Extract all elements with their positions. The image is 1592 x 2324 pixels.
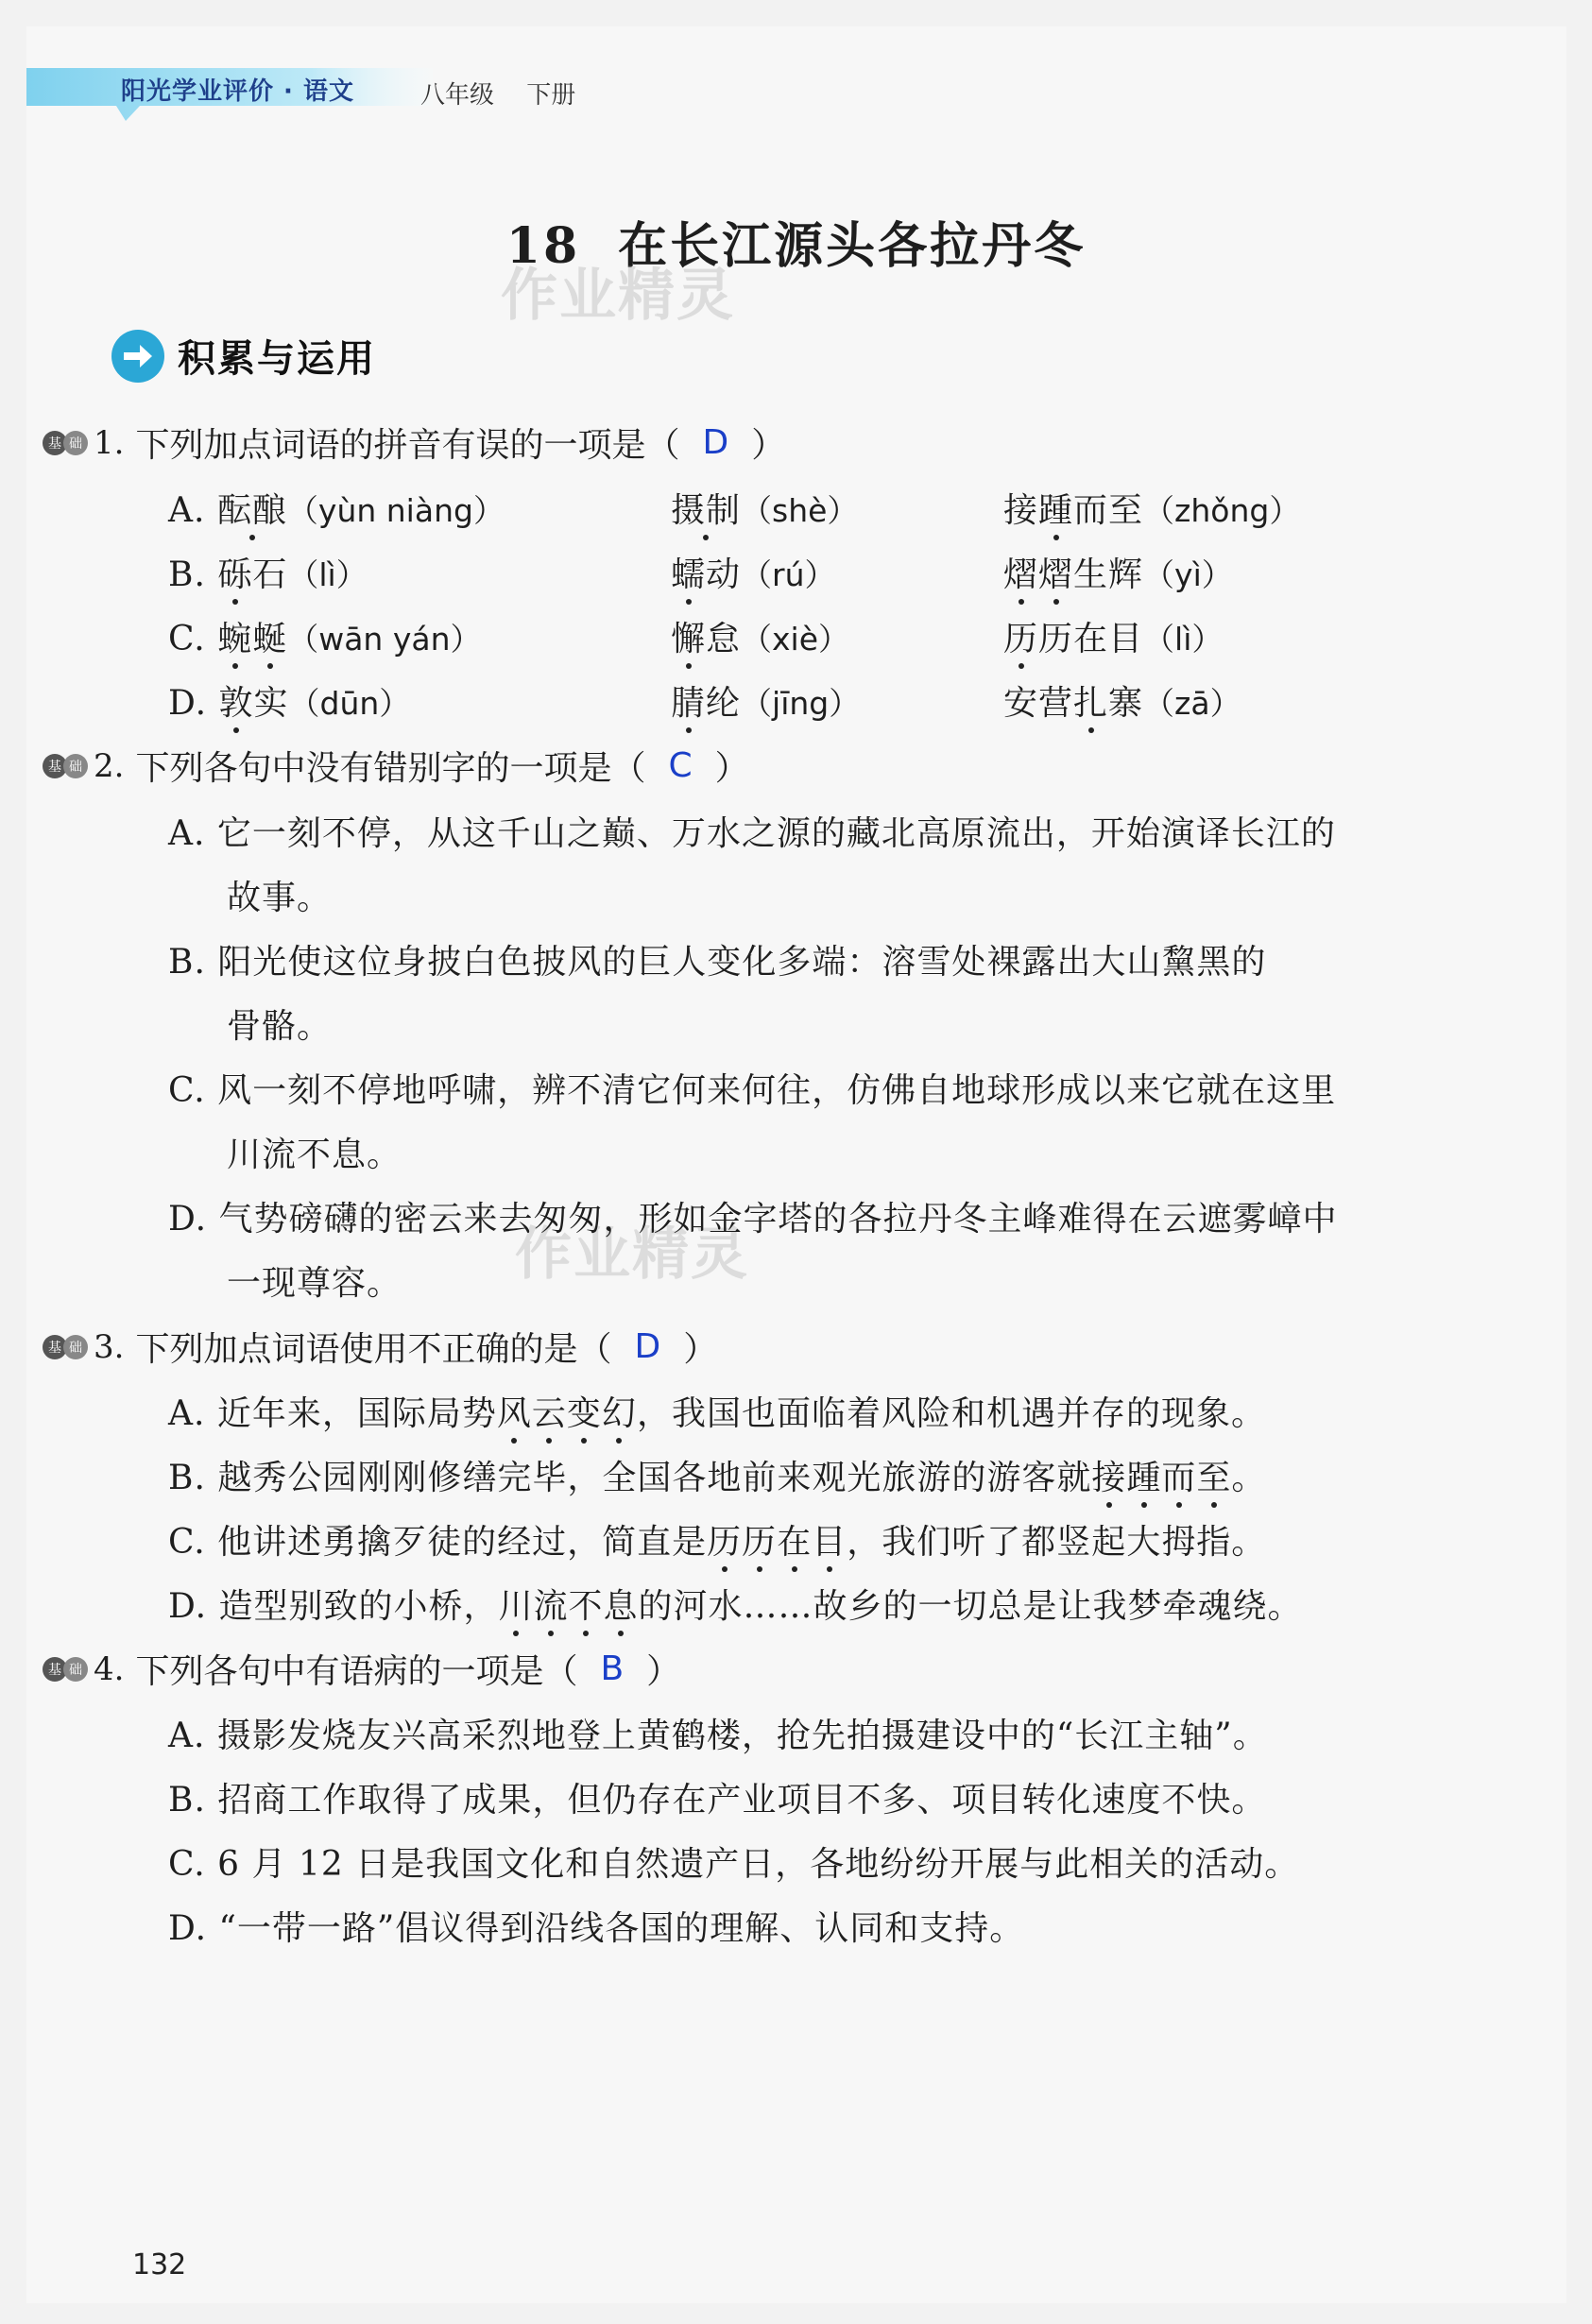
q4-option-c: C. 6 月 12 日是我国文化和自然遗产日，各地纷纷开展与此相关的活动。 [168,1845,1300,1884]
watermark-top: 作业精灵 [501,263,735,329]
q2-option-b: B. 阳光使这位身披白色披风的巨人变化多端：溶雪处裸露出大山黧黑的 [168,943,1267,982]
basic-badge-icon: 基 础 [43,1657,84,1682]
grade-label: 八年级 [420,81,495,110]
basic-badge-icon: 基 础 [43,754,84,778]
answer: D [634,1327,661,1366]
option-text: B. 越秀公园刚刚修缮完毕，全国各地前来观光旅游的游客就 [168,1459,1092,1497]
question-4 [43,1645,680,1693]
q3-option-b [168,1451,1266,1499]
question-3 [43,1323,717,1371]
question-number: 3. [94,1327,125,1366]
watermark-middle: 作业精灵 [515,1222,749,1288]
option-pinyin: （rú） [741,556,836,593]
answer: B [600,1649,625,1688]
option-pinyin: （shè） [741,492,859,529]
option-text: ，我们听了都竖起大拇指。 [847,1523,1267,1562]
option-pinyin: （jīng） [741,685,861,722]
q2-option-a: A. 它一刻不停，从这千山之巅、万水之源的藏北高原流出，开始演译长江的 [168,814,1336,853]
q3-option-d [168,1580,1303,1628]
option-pinyin: （zhǒng） [1143,492,1301,529]
question-number: 4. [94,1649,125,1688]
q4-option-b: B. 招商工作取得了成果，但仍存在产业项目不多、项目转化速度不快。 [168,1781,1267,1820]
stem-close: ） [714,749,749,788]
option-word: 懈怠 [671,620,741,658]
option-text: A. 近年来，国际局势 [168,1394,497,1433]
q2-option-d-cont: 一现尊容。 [227,1264,402,1303]
option-word: 蜿蜒 [217,620,287,658]
volume-label: 下册 [526,81,576,110]
q2-option-d: D. 气势磅礴的密云来去匆匆，形如金字塔的各拉丹冬主峰难得在云遮雾嶂中 [168,1200,1338,1239]
dotted-phrase: 历历在目 [707,1523,847,1562]
q1-option-b-2 [671,548,836,596]
q1-option-c [168,612,482,660]
option-word: 蠕动 [671,555,741,594]
basic-badge-icon: 基 础 [43,1335,84,1359]
q3-option-c [168,1515,1266,1564]
dotted-phrase: 风云变幻 [497,1394,637,1433]
stem-close: ） [683,1330,718,1369]
answer: C [668,746,693,785]
header-banner [26,64,433,111]
option-word: 历历在目 [1003,620,1143,658]
q2-option-b-cont: 骨骼。 [227,1007,333,1046]
option-text: C. 他讲述勇擒歹徒的经过，简直是 [168,1523,708,1562]
question-1 [43,419,785,467]
option-letter: D. [168,684,208,723]
option-pinyin: （xiè） [741,621,850,658]
q1-option-c-3 [1003,612,1223,660]
option-word: 砾石 [217,555,287,594]
q2-option-a-cont: 故事。 [227,879,333,917]
q1-option-a-3 [1003,484,1300,532]
option-word: 腈纶 [671,684,741,723]
option-word: 摄制 [671,484,741,532]
dotted-phrase: 接踵而至 [1091,1459,1231,1497]
q1-option-b [168,548,368,596]
q1-option-d [168,676,410,725]
option-word: 敦实 [218,684,288,723]
option-text: ，我国也面临着风险和机遇并存的现象。 [636,1394,1266,1433]
q1-option-a-2 [671,484,858,532]
option-text: D. 造型别致的小桥， [168,1587,499,1626]
q4-option-d: D. “一带一路”倡议得到沿线各国的理解、认同和支持。 [168,1909,1025,1948]
stem-close: ） [751,426,786,465]
q1-option-d-3 [1003,676,1241,725]
section-title: 积累与运用 [178,337,376,381]
arrow-right-icon [111,330,164,383]
option-word: 酝酿 [217,484,287,532]
lesson-title [0,206,1592,277]
dotted-phrase: 川流不息 [498,1587,638,1626]
section-header [111,329,376,383]
answer: D [702,423,729,462]
question-stem: 下列各句中有语病的一项是（ [135,1652,578,1691]
stem-close: ） [646,1652,681,1691]
option-letter: C. [168,620,206,658]
question-stem: 下列加点词语的拼音有误的一项是（ [135,426,680,465]
option-pinyin: （dūn） [288,685,411,722]
question-stem: 下列加点词语使用不正确的是（ [135,1330,612,1369]
question-number: 1. [94,423,125,462]
option-text: 的河水……故乡的一切总是让我梦牵魂绕。 [638,1587,1303,1626]
option-pinyin: （yùn niàng） [286,492,505,529]
option-word: 熠熠生辉 [1003,555,1143,594]
basic-badge-icon: 基 础 [43,431,84,455]
question-stem: 下列各句中没有错别字的一项是（ [135,749,646,788]
option-word: 安营扎寨 [1003,684,1143,723]
option-pinyin: （yì） [1143,556,1233,593]
q1-option-a [168,484,505,532]
q3-option-a [168,1387,1266,1435]
option-pinyin: （zā） [1143,685,1241,722]
option-word: 接踵而至 [1003,491,1143,530]
question-2 [43,742,749,790]
grade-volume [420,76,600,111]
q4-option-a: A. 摄影发烧友兴高采烈地登上黄鹤楼，抢先拍摄建设中的“长江主轴”。 [168,1717,1268,1755]
option-pinyin: （lì） [287,556,368,593]
q1-option-d-2 [671,676,860,725]
question-number: 2. [94,746,125,785]
series-title: 阳光学业评价 · 语文 [121,77,354,106]
q1-option-c-2 [671,612,849,660]
option-letter: A. [168,491,206,530]
q2-option-c: C. 风一刻不停地呼啸，辨不清它何来何往，仿佛自地球形成以来它就在这里 [168,1071,1337,1110]
page-number: 132 [132,2248,187,2281]
option-letter: B. [168,555,206,594]
q2-option-c-cont: 川流不息。 [227,1136,402,1174]
option-pinyin: （lì） [1143,621,1224,658]
option-text: 。 [1231,1459,1267,1497]
option-pinyin: （wān yán） [287,621,482,658]
q1-option-b-3 [1003,548,1233,596]
lesson-number: 18 [505,217,581,275]
lesson-name: 在长江源头各拉丹冬 [618,217,1087,275]
